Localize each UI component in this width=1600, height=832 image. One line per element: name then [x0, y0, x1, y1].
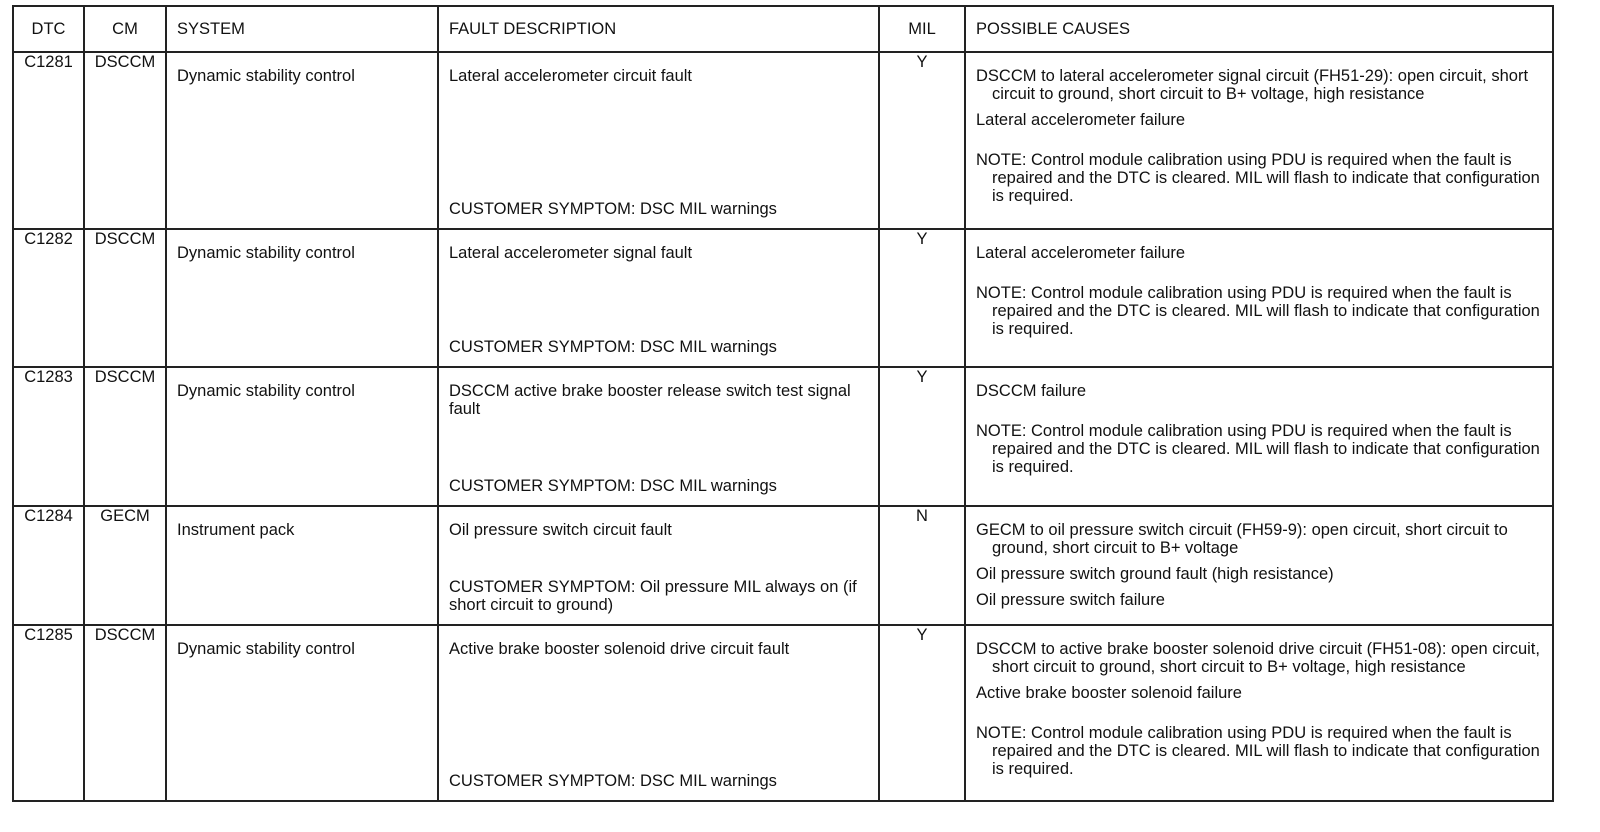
possible-cause-item: Oil pressure switch failure [976, 591, 1165, 609]
mil-indicator-cell: Y [879, 52, 965, 229]
system-cell: Dynamic stability control [166, 52, 438, 229]
possible-cause-item: Active brake booster solenoid failure [976, 684, 1242, 702]
table-row [13, 229, 1553, 367]
system-cell: Dynamic stability control [166, 625, 438, 801]
calibration-note: NOTE: Control module calibration using PDU is required when the fault is repaired and the DTC is cleared. MIL will flash to indicate that configuration is required. [976, 151, 1540, 205]
fault-description-content [449, 67, 868, 218]
control-module-cell: DSCCM [84, 52, 166, 229]
table-row [13, 506, 1553, 625]
control-module-cell: DSCCM [84, 229, 166, 367]
fault-description-cell [438, 367, 879, 506]
possible-cause-item: Oil pressure switch ground fault (high resistance) [976, 565, 1334, 583]
possible-causes-cell [965, 52, 1553, 229]
header-dtc: DTC [13, 6, 84, 52]
table-body [13, 52, 1553, 801]
header-mil: MIL [879, 6, 965, 52]
dtc-code-cell: C1281 [13, 52, 84, 229]
possible-cause-item: DSCCM to lateral accelerometer signal circuit (FH51-29): open circuit, short circuit to ground, short circuit to B+ voltage, high resistance [976, 67, 1529, 103]
fault-description-text: DSCCM active brake booster release switch test signal fault [449, 382, 851, 418]
dtc-code-cell: C1285 [13, 625, 84, 801]
control-module-cell: GECM [84, 506, 166, 625]
fault-description-cell [438, 229, 879, 367]
calibration-note: NOTE: Control module calibration using PDU is required when the fault is repaired and the DTC is cleared. MIL will flash to indicate that configuration is required. [976, 724, 1540, 778]
control-module-cell: DSCCM [84, 367, 166, 506]
table-row [13, 367, 1553, 506]
fault-description-cell [438, 52, 879, 229]
possible-causes-cell [965, 367, 1553, 506]
customer-symptom-text: CUSTOMER SYMPTOM: DSC MIL warnings [449, 338, 777, 356]
customer-symptom-text: CUSTOMER SYMPTOM: DSC MIL warnings [449, 772, 777, 790]
possible-cause-item: GECM to oil pressure switch circuit (FH59-9): open circuit, short circuit to ground, short circuit to B+ voltage [976, 521, 1508, 557]
fault-description-cell [438, 625, 879, 801]
header-fault-description: FAULT DESCRIPTION [438, 6, 879, 52]
fault-description-text: Lateral accelerometer circuit fault [449, 67, 693, 85]
system-cell: Instrument pack [166, 506, 438, 625]
possible-causes-cell [965, 506, 1553, 625]
fault-description-cell [438, 506, 879, 625]
header-system: SYSTEM [166, 6, 438, 52]
control-module-cell: DSCCM [84, 625, 166, 801]
fault-description-text: Active brake booster solenoid drive circuit fault [449, 640, 790, 658]
customer-symptom-text: CUSTOMER SYMPTOM: Oil pressure MIL always on (if short circuit to ground) [449, 578, 857, 614]
header-cm: CM [84, 6, 166, 52]
mil-indicator-cell: Y [879, 367, 965, 506]
system-cell: Dynamic stability control [166, 229, 438, 367]
possible-causes-cell [965, 229, 1553, 367]
fault-description-content [449, 244, 868, 356]
possible-cause-item: Lateral accelerometer failure [976, 111, 1186, 129]
possible-cause-item: DSCCM failure [976, 382, 1087, 400]
fault-description-text: Lateral accelerometer signal fault [449, 244, 693, 262]
dtc-table [12, 5, 1554, 802]
dtc-code-cell: C1284 [13, 506, 84, 625]
possible-causes-cell [965, 625, 1553, 801]
fault-description-text: Oil pressure switch circuit fault [449, 521, 672, 539]
dtc-code-cell: C1282 [13, 229, 84, 367]
fault-description-content [449, 640, 868, 790]
mil-indicator-cell: Y [879, 229, 965, 367]
system-cell: Dynamic stability control [166, 367, 438, 506]
customer-symptom-text: CUSTOMER SYMPTOM: DSC MIL warnings [449, 200, 777, 218]
customer-symptom-text: CUSTOMER SYMPTOM: DSC MIL warnings [449, 477, 777, 495]
header-possible-causes: POSSIBLE CAUSES [965, 6, 1553, 52]
calibration-note: NOTE: Control module calibration using PDU is required when the fault is repaired and the DTC is cleared. MIL will flash to indicate that configuration is required. [976, 422, 1540, 476]
possible-cause-item: Lateral accelerometer failure [976, 244, 1186, 262]
dtc-code-cell: C1283 [13, 367, 84, 506]
fault-description-content [449, 382, 868, 495]
mil-indicator-cell: N [879, 506, 965, 625]
table-row [13, 52, 1553, 229]
possible-cause-item: DSCCM to active brake booster solenoid drive circuit (FH51-08): open circuit, short circuit to ground, short circuit to B+ voltage, high resistance [976, 640, 1540, 676]
table-row [13, 625, 1553, 801]
fault-description-content [449, 521, 868, 614]
mil-indicator-cell: Y [879, 625, 965, 801]
header-row [13, 6, 1553, 52]
calibration-note: NOTE: Control module calibration using PDU is required when the fault is repaired and the DTC is cleared. MIL will flash to indicate that configuration is required. [976, 284, 1540, 338]
